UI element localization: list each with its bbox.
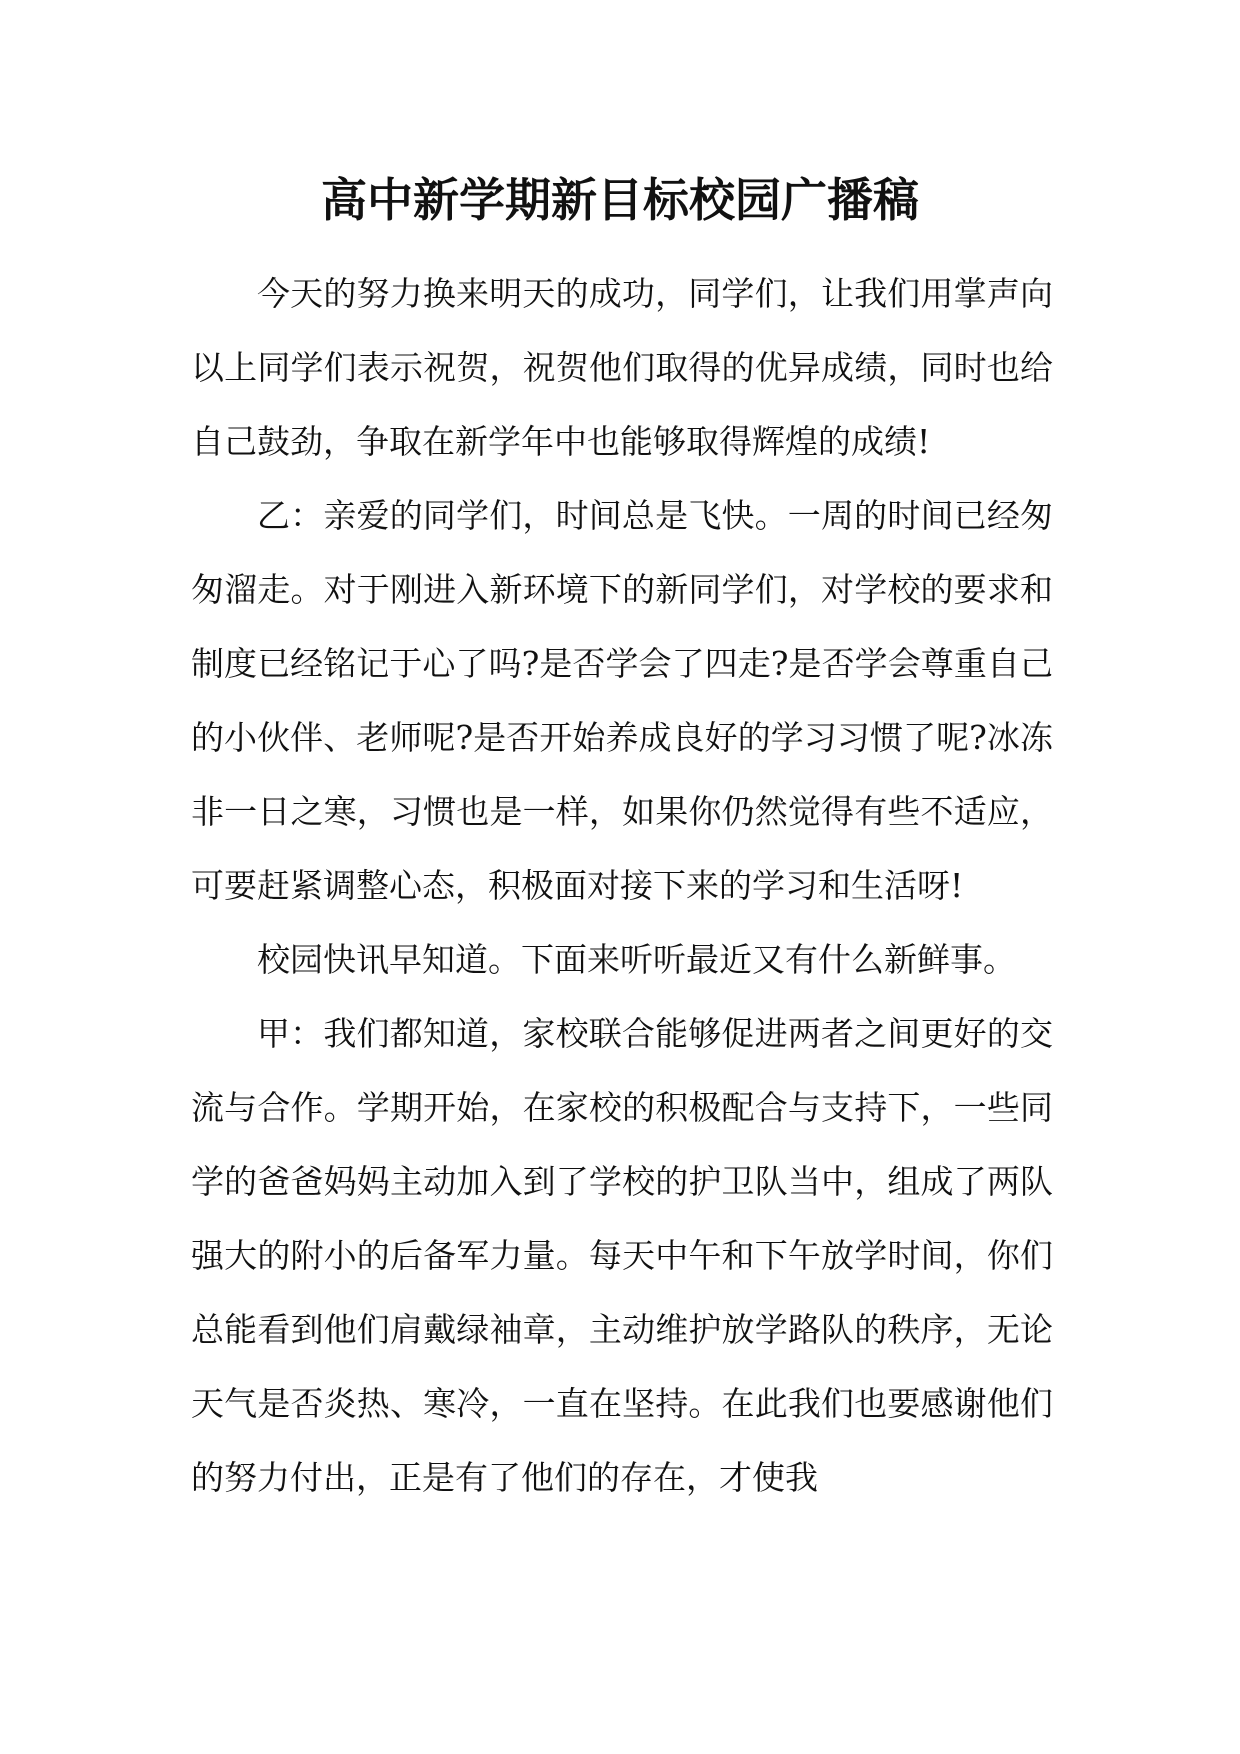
document-body xyxy=(191,257,1053,1515)
document-title: 高中新学期新目标校园广播稿 xyxy=(321,173,919,227)
paragraph-3: 校园快讯早知道。下面来听听最近又有什么新鲜事。 xyxy=(257,940,1016,979)
paragraph-1: 今天的努力换来明天的成功，同学们，让我们用掌声向以上同学们表示祝贺，祝贺他们取得的优异成绩，同时也给自己鼓劲，争取在新学年中也能够取得辉煌的成绩! xyxy=(191,274,1053,461)
paragraph-4: 甲：我们都知道，家校联合能够促进两者之间更好的交流与合作。学期开始，在家校的积极配合与支持下，一些同学的爸爸妈妈主动加入到了学校的护卫队当中，组成了两队强大的附小的后备军力量。每天中午和下午放学时间，你们总能看到他们肩戴绿袖章，主动维护放学路队的秩序，无论天气是否炎热、寒冷，一直在坚持。在此我们也要感谢他们的努力付出，正是有了他们的存在，才使我 xyxy=(191,1014,1053,1497)
paragraph-2: 乙：亲爱的同学们，时间总是飞快。一周的时间已经匆匆溜走。对于刚进入新环境下的新同学们，对学校的要求和制度已经铭记于心了吗?是否学会了四走?是否学会尊重自己的小伙伴、老师呢?是否开始养成良好的学习习惯了呢?冰冻非一日之寒，习惯也是一样，如果你仍然觉得有些不适应，可要赶紧调整心态，积极面对接下来的学习和生活呀! xyxy=(191,496,1053,905)
